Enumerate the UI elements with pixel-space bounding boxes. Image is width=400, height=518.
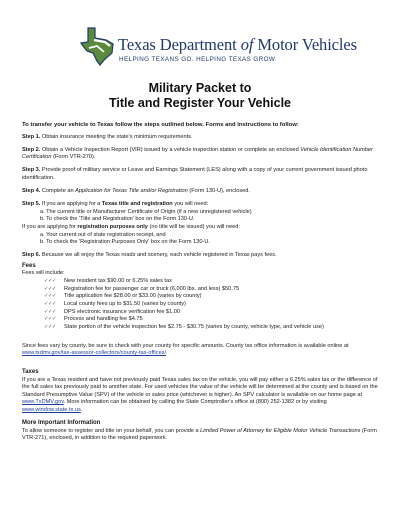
step-5-sub-item: a. Your current out of state registration receipt, and	[40, 231, 166, 238]
fees-note: Since fees vary by county, be sure to check with your county for specific amounts. County tax office information is available online at www.txdmv.gov/tax-assessor-collectors/county-tax-offices/.	[22, 342, 349, 357]
fee-item: ✓✓✓ New resident tax $90.00 or 6.25% sales tax	[44, 278, 172, 285]
step-5-sub-item: a. The current title or Manufacturer Certificate of Origin (if a new unregistered vehicle)	[40, 208, 252, 215]
step-4: Step 4. Complete an Application for Texas Title and/or Registration (Form 130-U), enclosed.	[22, 188, 250, 195]
comptroller-link[interactable]: www.window.state.tx.us	[22, 406, 81, 413]
document-title-line-2: Title and Register Your Vehicle	[108, 96, 291, 110]
check-icon: ✓✓✓	[44, 316, 56, 323]
txdmv-link[interactable]: www.TxDMV.gov	[22, 399, 64, 406]
fees-heading: Fees	[22, 262, 36, 269]
step-6: Step 6. Because we all enjoy the Texas roads and scenery, each vehicle registered in Texas pays fees.	[22, 252, 277, 259]
more-info-text: To allow someone to register and title on your behalf, you can provide a Limited Power of Attorney for Eligible Motor Vehicle Transactions (Form VTR-271), enclosed, in addition to the required paperwork.	[22, 427, 377, 442]
step-5-alternative: If you are applying for registration purposes only (no title will be issued) you will need:	[22, 223, 240, 230]
header	[80, 26, 380, 76]
fee-item: ✓✓✓ Title application fee $28.00 or $33.00 (varies by county)	[44, 293, 202, 300]
fee-item: ✓✓✓ State portion of the vehicle inspection fee $2.75 - $30.75 (varies by county, vehicle type, and vehicle use)	[44, 324, 324, 331]
tagline: HELPING TEXANS GO. HELPING TEXAS GROW.	[119, 56, 278, 63]
texas-state-outline-icon	[80, 26, 114, 66]
taxes-text: If you are a Texas resident and have not previously paid Texas sales tax on the vehicle, you will pay either a 6.25% sales tax or the difference of the full sales tax previously paid to another state. For used vehicles the value of the vehicle will be determined at the county and is based on the Standard Presumptive Value (SPV) of the vehicle or sales price (whichever is higher). An SPV calculator is available on our home page at www.TxDMV.gov. More information can be obtained by calling the State Comptroller's office at (800) 252-1382 or by visiting www.window.state.tx.us.	[22, 376, 378, 413]
step-5: Step 5. If you are applying for a Texas title and registration you will need:	[22, 201, 209, 208]
step-1: Step 1. Obtain insurance meeting the state's minimum requirements.	[22, 133, 193, 140]
fee-item: ✓✓✓ Process and handling fee $4.75	[44, 316, 143, 323]
fee-item: ✓✓✓ DPS electronic insurance verification fee $1.00	[44, 308, 180, 315]
document-title-line-1: Military Packet to	[148, 81, 252, 95]
check-icon: ✓✓✓	[44, 301, 56, 308]
check-icon: ✓✓✓	[44, 293, 56, 300]
more-info-heading: More Important Information	[22, 420, 101, 427]
step-5-sub-item: b. To check the 'Title and Registration' box on the Form 130-U.	[40, 216, 195, 223]
step-5-sub-item: b. To check the 'Registration Purposes Only' box on the Form 130-U.	[40, 239, 210, 246]
document-body	[22, 122, 382, 443]
org-name: Texas Department of Motor Vehicles	[118, 35, 357, 54]
fee-item: ✓✓✓ Local county fees up to $31.50 (varies by county)	[44, 301, 186, 308]
taxes-heading: Taxes	[22, 369, 39, 375]
check-icon: ✓✓✓	[44, 278, 56, 285]
step-2: Step 2. Obtain a Vehicle Inspection Report (VIR) issued by a vehicle inspection station or complete an enclosed Vehicle Identification Number Certification (Form VTR-270).	[22, 146, 373, 161]
check-icon: ✓✓✓	[44, 324, 56, 331]
step-3: Step 3. Provide proof of military service or Leave and Earnings Statement (LES) along with a copy of your current government issued photo identification.	[22, 167, 368, 181]
fee-item: ✓✓✓ Registration fee for passenger car or truck (6,000 lbs. and less) $50.75	[44, 285, 240, 292]
check-icon: ✓✓✓	[44, 308, 56, 315]
fees-lead: Fees will include:	[22, 270, 65, 277]
county-tax-offices-link[interactable]: www.txdmv.gov/tax-assessor-collectors/county-tax-offices/	[22, 350, 167, 357]
intro-text: To transfer your vehicle to Texas follow the steps outlined below. Forms and instructions to follow:	[22, 122, 299, 128]
check-icon: ✓✓✓	[44, 285, 56, 292]
